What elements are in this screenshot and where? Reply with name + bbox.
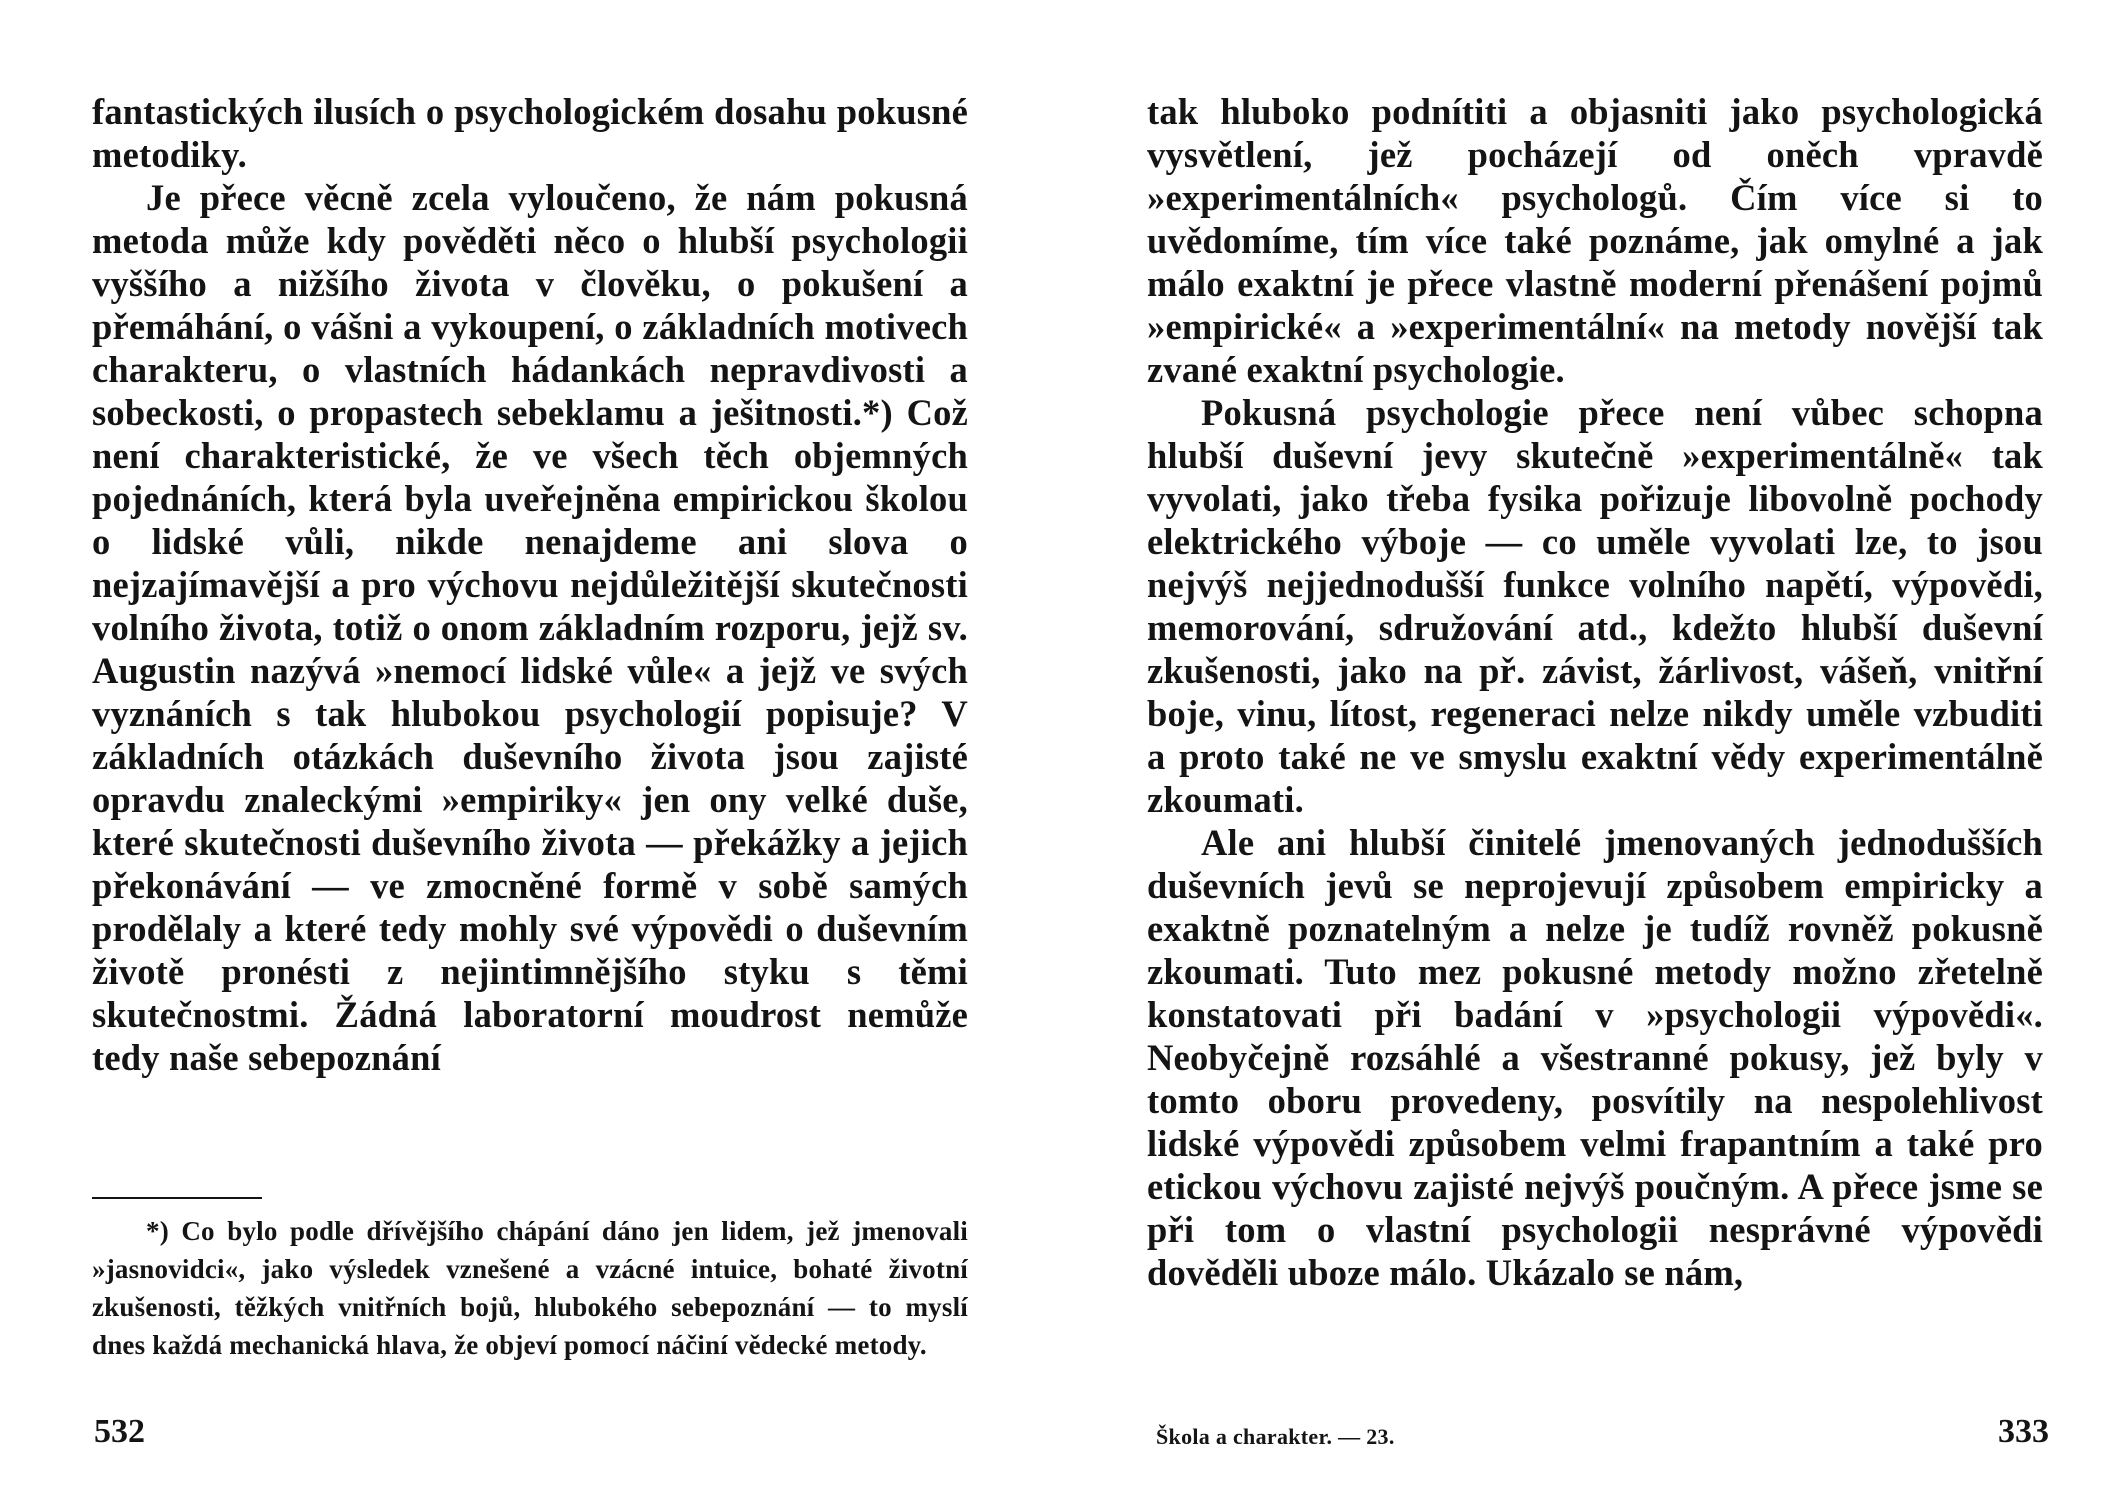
left-page-number: 532 <box>94 1413 145 1450</box>
right-paragraph-1: tak hluboko podnítiti a objasniti jako psychologická vysvětlení, jež pocházejí od oněch vpravdě »experimentálních« psychologů. Čím více si to uvědomíme, tím více také poznáme, jak omylné a jak málo exaktní je přece vlastně moderní přenášení pojmů »empirické« a »experimentální« na metody novější tak zvané exaktní psychologie. <box>1147 91 2043 390</box>
right-paragraph-3: Ale ani hlubší činitelé jmenovaných jednodušších duševních jevů se neprojevují způsobem empiricky a exaktně poznatelným a nelze je tudíž rovněž pokusně zkoumati. Tuto mez pokusné metody možno zřetelně konstatovati při badání v »psychologii výpovědi«. Neobyčejně rozsáhlé a všestranné pokusy, jež byly v tomto oboru provedeny, posvítily na nespolehlivost lidské výpovědi způsobem velmi frapantním a také pro etickou výchovu zajisté nejvýš poučným. A přece jsme se při tom o vlastní psychologii nesprávné výpovědi dověděli uboze málo. Ukázalo se nám, <box>1147 822 2043 1293</box>
right-paragraph-2: Pokusná psychologie přece není vůbec schopna hlubší duševní jevy skutečně »experimentálně« tak vyvolati, jako třeba fysika pořizuje libovolně pochody elektrického výboje — co uměle vyvolati lze, to jsou nejvýš nejjednodušší funkce volního napětí, výpovědi, memorování, sdružování atd., kdežto hlubší duševní zkušenosti, jako na př. závist, žárlivost, vášeň, vnitřní boje, vinu, lítost, regeneraci nelze nikdy uměle vzbuditi a proto také ne ve smyslu exaktní vědy experimentálně zkoumati. <box>1147 392 2043 820</box>
footnote <box>92 1212 968 1364</box>
printer-signature: Škola a charakter. — 23. <box>1156 1424 1395 1449</box>
right-page <box>1052 0 2104 1500</box>
footnote-text: *) Co bylo podle dřívějšího chápání dáno jen lidem, jež jmenovali »jasnovidci«, jako výsledek vznešené a vzácné intuice, bohaté životní zkušenosti, těžkých vnitřních bojů, hlubokého sebepoznání — to myslí dnes každá mechanická hlava, že objeví pomocí náčiní vědecké metody. <box>92 1216 968 1360</box>
left-body-text <box>92 90 968 1079</box>
left-paragraph-1: fantastických ilusích o psychologickém dosahu pokusné metodiky. <box>92 91 968 175</box>
left-paragraph-2: Je přece věcně zcela vyloučeno, že nám pokusná metoda může kdy pověděti něco o hlubší psychologii vyššího a nižšího života v člověku, o pokušení a přemáhání, o vášni a vykoupení, o základních motivech charakteru, o vlastních hádankách nepravdivosti a sobeckosti, o propastech sebeklamu a ješitnosti.*) Což není charakteristické, že ve všech těch objemných pojednáních, která byla uveřejněna empirickou školou o lidské vůli, nikde nenajdeme ani slova o nejzajímavější a pro výchovu nejdůležitější skutečnosti volního života, totiž o onom základním rozporu, jejž sv. Augustin nazývá »nemocí lidské vůle« a jejž ve svých vyznáních s tak hlubokou psychologií popisuje? V základních otázkách duševního života jsou zajisté opravdu znaleckými »empiriky« jen ony velké duše, které skutečnosti duševního života — překážky a jejich překonávání — ve zmocněné formě v sobě samých prodělaly a které tedy mohly své výpovědi o duševním životě pronésti z nejintimnějšího styku s těmi skutečnostmi. Žádná laboratorní moudrost nemůže tedy naše sebepoznání <box>92 177 968 1078</box>
footnote-divider <box>92 1197 262 1199</box>
right-body-text <box>1147 90 2043 1294</box>
right-page-number: 333 <box>1998 1413 2049 1450</box>
